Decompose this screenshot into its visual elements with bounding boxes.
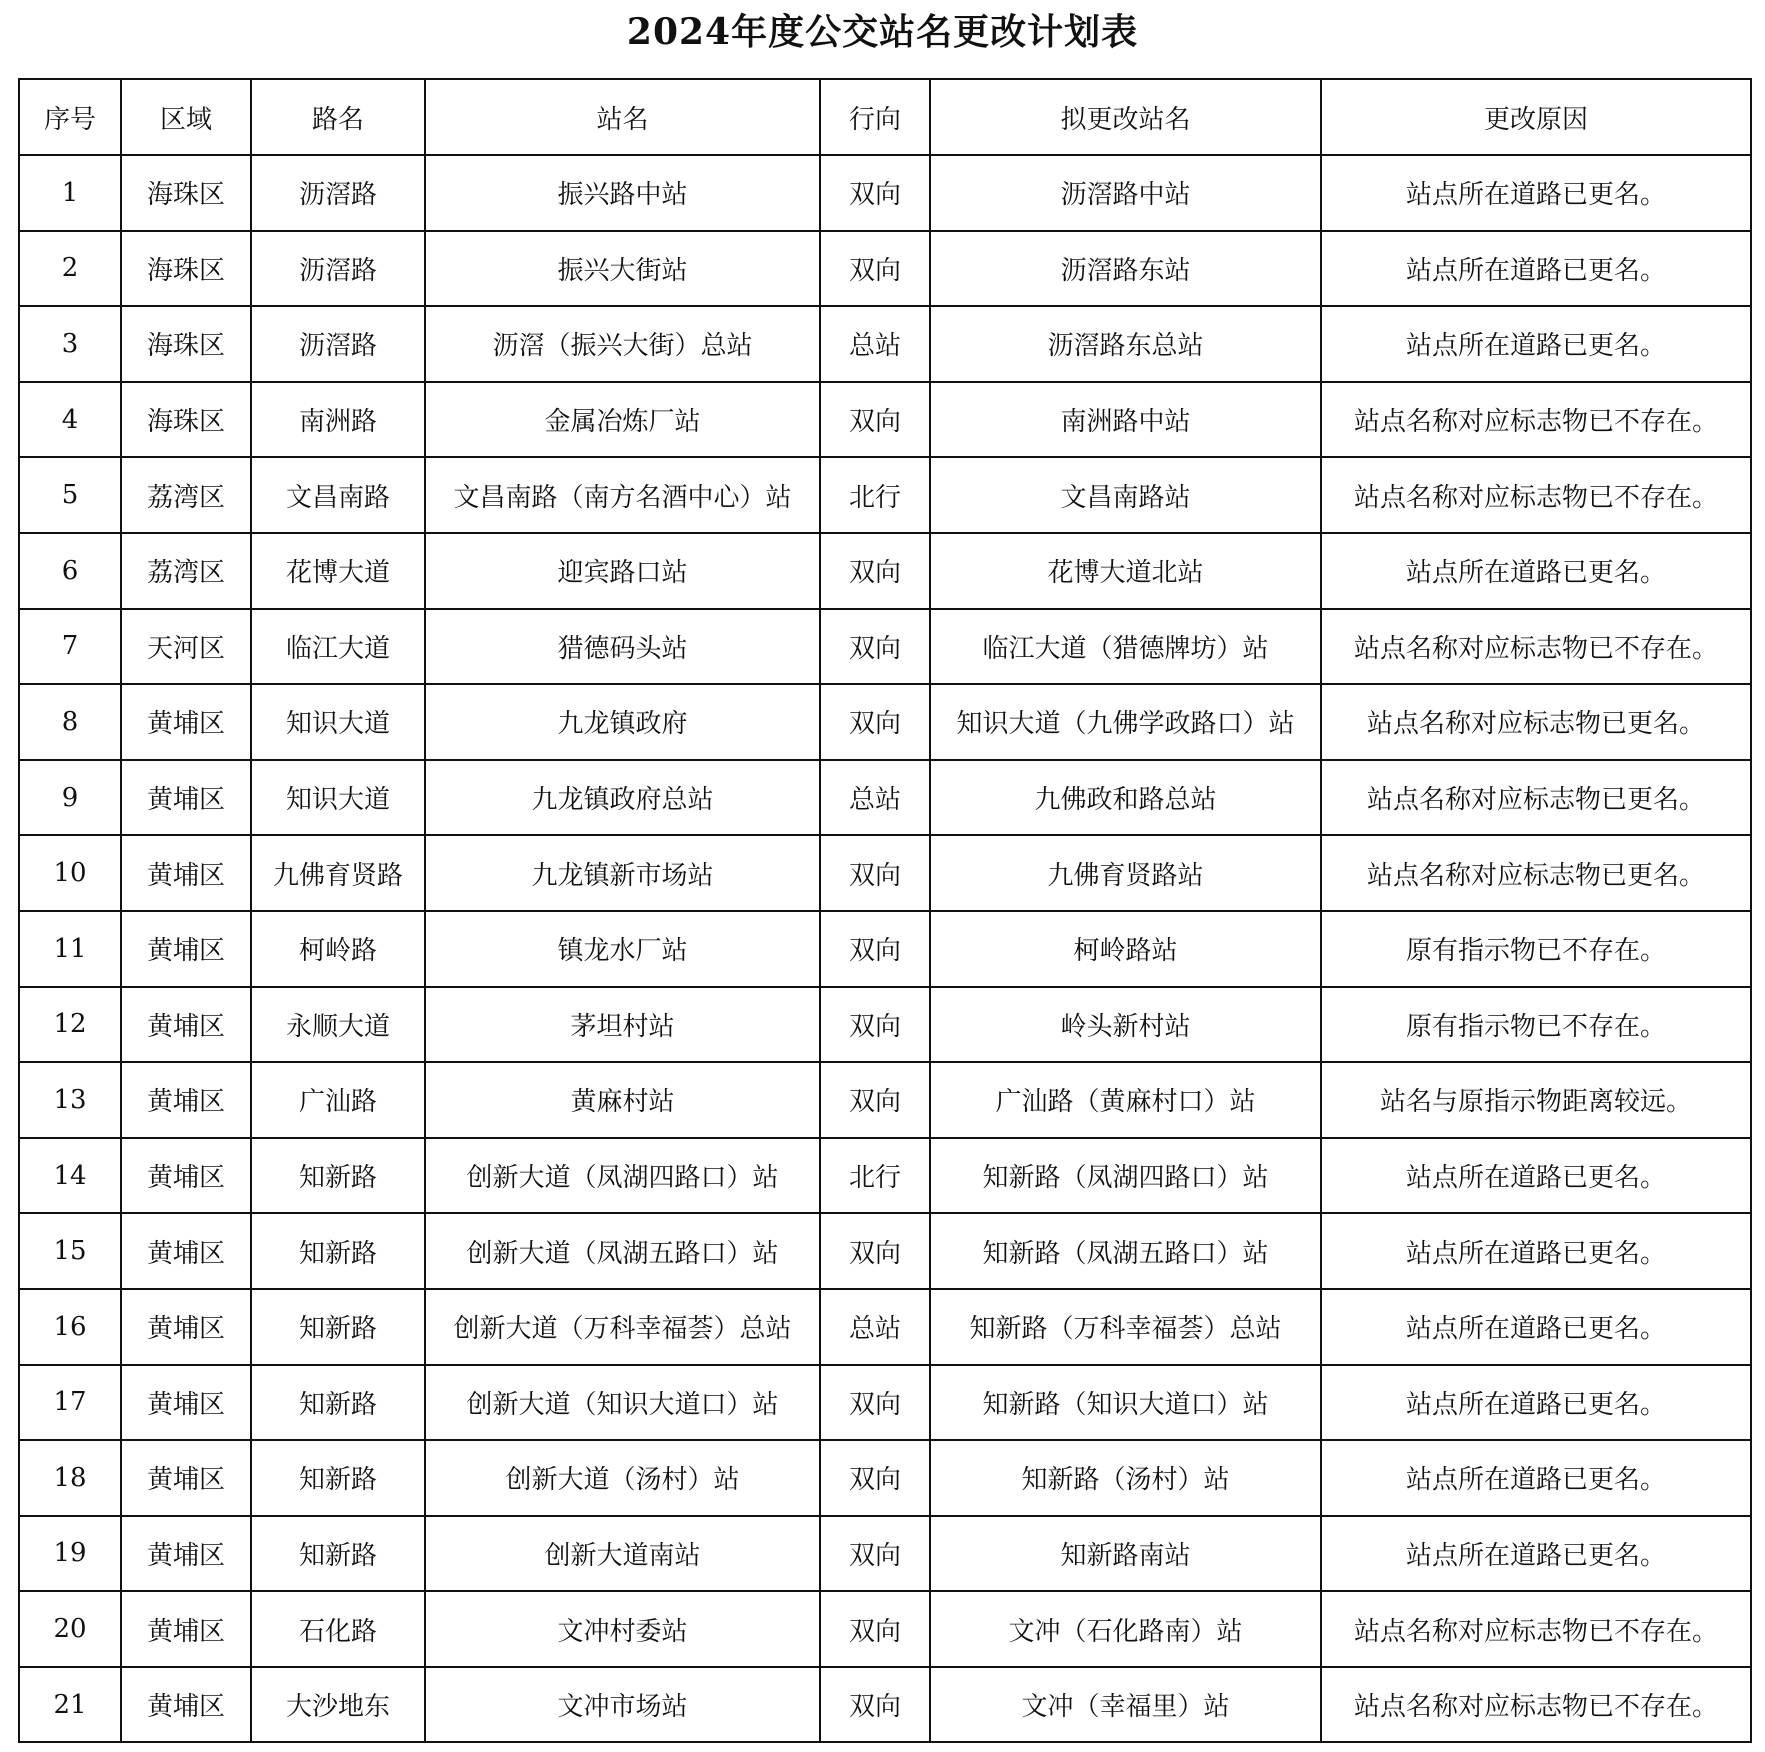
table-row: [19, 1138, 1751, 1214]
cell-district: 黄埔区: [121, 1667, 251, 1743]
cell-index: 14: [19, 1138, 121, 1214]
cell-index: 1: [19, 155, 121, 231]
cell-road: 广汕路: [251, 1062, 425, 1138]
cell-direction: 双向: [820, 609, 930, 685]
header-cell-station: 站名: [425, 79, 820, 155]
cell-road: 知识大道: [251, 684, 425, 760]
cell-reason: 站点所在道路已更名。: [1321, 1365, 1751, 1441]
cell-district: 黄埔区: [121, 835, 251, 911]
cell-direction: 双向: [820, 1516, 930, 1592]
cell-reason: 站点名称对应标志物已不存在。: [1321, 382, 1751, 458]
cell-road: 知新路: [251, 1289, 425, 1365]
cell-station: 金属冶炼厂站: [425, 382, 820, 458]
cell-index: 4: [19, 382, 121, 458]
cell-reason: 站点所在道路已更名。: [1321, 1289, 1751, 1365]
cell-new-name: 知新路（知识大道口）站: [930, 1365, 1321, 1441]
cell-road: 知新路: [251, 1516, 425, 1592]
cell-new-name: 南洲路中站: [930, 382, 1321, 458]
cell-index: 8: [19, 684, 121, 760]
cell-direction: 总站: [820, 1289, 930, 1365]
cell-road: 九佛育贤路: [251, 835, 425, 911]
cell-index: 21: [19, 1667, 121, 1743]
cell-road: 大沙地东: [251, 1667, 425, 1743]
table-row: [19, 1667, 1751, 1743]
cell-index: 19: [19, 1516, 121, 1592]
header-cell-road: 路名: [251, 79, 425, 155]
cell-district: 黄埔区: [121, 1138, 251, 1214]
table-row: [19, 609, 1751, 685]
cell-new-name: 知新路南站: [930, 1516, 1321, 1592]
cell-station: 创新大道（汤村）站: [425, 1440, 820, 1516]
cell-index: 10: [19, 835, 121, 911]
cell-direction: 双向: [820, 155, 930, 231]
cell-district: 黄埔区: [121, 684, 251, 760]
table-row: [19, 306, 1751, 382]
table-header-row: [19, 79, 1751, 155]
cell-district: 天河区: [121, 609, 251, 685]
cell-index: 7: [19, 609, 121, 685]
cell-road: 柯岭路: [251, 911, 425, 987]
cell-station: 创新大道（凤湖四路口）站: [425, 1138, 820, 1214]
cell-station: 猎德码头站: [425, 609, 820, 685]
table-row: [19, 1062, 1751, 1138]
table-body: [19, 155, 1751, 1742]
cell-direction: 双向: [820, 911, 930, 987]
cell-district: 海珠区: [121, 231, 251, 307]
cell-road: 石化路: [251, 1591, 425, 1667]
table-row: [19, 1365, 1751, 1441]
cell-reason: 站点所在道路已更名。: [1321, 155, 1751, 231]
cell-district: 荔湾区: [121, 457, 251, 533]
cell-district: 黄埔区: [121, 1289, 251, 1365]
cell-reason: 原有指示物已不存在。: [1321, 987, 1751, 1063]
cell-reason: 站点所在道路已更名。: [1321, 1440, 1751, 1516]
cell-road: 永顺大道: [251, 987, 425, 1063]
cell-direction: 双向: [820, 1062, 930, 1138]
cell-district: 黄埔区: [121, 1213, 251, 1289]
cell-station: 茅坦村站: [425, 987, 820, 1063]
cell-direction: 双向: [820, 1213, 930, 1289]
cell-road: 知新路: [251, 1440, 425, 1516]
cell-index: 6: [19, 533, 121, 609]
cell-new-name: 知识大道（九佛学政路口）站: [930, 684, 1321, 760]
cell-new-name: 柯岭路站: [930, 911, 1321, 987]
cell-reason: 原有指示物已不存在。: [1321, 911, 1751, 987]
cell-reason: 站点名称对应标志物已不存在。: [1321, 1591, 1751, 1667]
cell-direction: 双向: [820, 231, 930, 307]
cell-district: 海珠区: [121, 306, 251, 382]
cell-road: 南洲路: [251, 382, 425, 458]
cell-direction: 总站: [820, 760, 930, 836]
cell-reason: 站点所在道路已更名。: [1321, 231, 1751, 307]
cell-road: 知新路: [251, 1365, 425, 1441]
cell-station: 创新大道（凤湖五路口）站: [425, 1213, 820, 1289]
cell-station: 九龙镇新市场站: [425, 835, 820, 911]
cell-index: 20: [19, 1591, 121, 1667]
cell-reason: 站名与原指示物距离较远。: [1321, 1062, 1751, 1138]
cell-index: 12: [19, 987, 121, 1063]
header-cell-index: 序号: [19, 79, 121, 155]
table-row: [19, 1440, 1751, 1516]
table-row: [19, 684, 1751, 760]
cell-direction: 双向: [820, 1365, 930, 1441]
cell-station: 文冲村委站: [425, 1591, 820, 1667]
table-row: [19, 155, 1751, 231]
table-row: [19, 1289, 1751, 1365]
cell-road: 沥滘路: [251, 155, 425, 231]
cell-station: 沥滘（振兴大街）总站: [425, 306, 820, 382]
cell-district: 黄埔区: [121, 1440, 251, 1516]
cell-new-name: 沥滘路东总站: [930, 306, 1321, 382]
cell-index: 16: [19, 1289, 121, 1365]
cell-direction: 总站: [820, 306, 930, 382]
cell-road: 文昌南路: [251, 457, 425, 533]
cell-district: 黄埔区: [121, 1516, 251, 1592]
cell-index: 2: [19, 231, 121, 307]
cell-new-name: 岭头新村站: [930, 987, 1321, 1063]
table-row: [19, 231, 1751, 307]
cell-road: 知新路: [251, 1213, 425, 1289]
cell-station: 文昌南路（南方名酒中心）站: [425, 457, 820, 533]
cell-direction: 双向: [820, 1591, 930, 1667]
cell-direction: 双向: [820, 382, 930, 458]
cell-new-name: 沥滘路东站: [930, 231, 1321, 307]
cell-direction: 北行: [820, 457, 930, 533]
cell-reason: 站点名称对应标志物已不存在。: [1321, 457, 1751, 533]
cell-reason: 站点名称对应标志物已不存在。: [1321, 1667, 1751, 1743]
cell-new-name: 知新路（凤湖四路口）站: [930, 1138, 1321, 1214]
cell-station: 文冲市场站: [425, 1667, 820, 1743]
cell-index: 18: [19, 1440, 121, 1516]
station-rename-table: [18, 78, 1752, 1743]
cell-reason: 站点所在道路已更名。: [1321, 1138, 1751, 1214]
cell-new-name: 文昌南路站: [930, 457, 1321, 533]
cell-road: 花博大道: [251, 533, 425, 609]
cell-index: 9: [19, 760, 121, 836]
cell-reason: 站点名称对应标志物已更名。: [1321, 835, 1751, 911]
cell-new-name: 九佛政和路总站: [930, 760, 1321, 836]
table-row: [19, 457, 1751, 533]
cell-district: 海珠区: [121, 155, 251, 231]
cell-reason: 站点名称对应标志物已不存在。: [1321, 609, 1751, 685]
table-row: [19, 1516, 1751, 1592]
table-row: [19, 382, 1751, 458]
table-row: [19, 760, 1751, 836]
cell-station: 黄麻村站: [425, 1062, 820, 1138]
cell-new-name: 沥滘路中站: [930, 155, 1321, 231]
cell-new-name: 花博大道北站: [930, 533, 1321, 609]
cell-direction: 双向: [820, 533, 930, 609]
cell-road: 沥滘路: [251, 306, 425, 382]
cell-station: 振兴路中站: [425, 155, 820, 231]
cell-station: 镇龙水厂站: [425, 911, 820, 987]
cell-direction: 双向: [820, 835, 930, 911]
cell-direction: 北行: [820, 1138, 930, 1214]
cell-new-name: 九佛育贤路站: [930, 835, 1321, 911]
cell-index: 5: [19, 457, 121, 533]
cell-index: 3: [19, 306, 121, 382]
table-row: [19, 911, 1751, 987]
cell-station: 创新大道（知识大道口）站: [425, 1365, 820, 1441]
cell-station: 迎宾路口站: [425, 533, 820, 609]
cell-new-name: 知新路（凤湖五路口）站: [930, 1213, 1321, 1289]
cell-reason: 站点所在道路已更名。: [1321, 533, 1751, 609]
cell-road: 沥滘路: [251, 231, 425, 307]
cell-district: 黄埔区: [121, 987, 251, 1063]
cell-road: 知识大道: [251, 760, 425, 836]
cell-district: 黄埔区: [121, 1591, 251, 1667]
cell-station: 创新大道南站: [425, 1516, 820, 1592]
cell-district: 荔湾区: [121, 533, 251, 609]
header-cell-district: 区域: [121, 79, 251, 155]
cell-new-name: 文冲（幸福里）站: [930, 1667, 1321, 1743]
cell-new-name: 临江大道（猎德牌坊）站: [930, 609, 1321, 685]
cell-station: 振兴大街站: [425, 231, 820, 307]
table-row: [19, 987, 1751, 1063]
cell-index: 13: [19, 1062, 121, 1138]
cell-index: 17: [19, 1365, 121, 1441]
header-cell-new-name: 拟更改站名: [930, 79, 1321, 155]
cell-road: 知新路: [251, 1138, 425, 1214]
page-title: 2024年度公交站名更改计划表: [626, 11, 1139, 53]
cell-index: 11: [19, 911, 121, 987]
cell-reason: 站点所在道路已更名。: [1321, 306, 1751, 382]
cell-district: 黄埔区: [121, 760, 251, 836]
cell-direction: 双向: [820, 987, 930, 1063]
cell-new-name: 广汕路（黄麻村口）站: [930, 1062, 1321, 1138]
cell-station: 九龙镇政府: [425, 684, 820, 760]
cell-new-name: 知新路（汤村）站: [930, 1440, 1321, 1516]
table-row: [19, 835, 1751, 911]
cell-district: 黄埔区: [121, 1365, 251, 1441]
table-row: [19, 1213, 1751, 1289]
cell-reason: 站点名称对应标志物已更名。: [1321, 684, 1751, 760]
cell-direction: 双向: [820, 684, 930, 760]
cell-reason: 站点名称对应标志物已更名。: [1321, 760, 1751, 836]
cell-direction: 双向: [820, 1667, 930, 1743]
table-row: [19, 1591, 1751, 1667]
cell-index: 15: [19, 1213, 121, 1289]
cell-direction: 双向: [820, 1440, 930, 1516]
cell-new-name: 知新路（万科幸福荟）总站: [930, 1289, 1321, 1365]
table-row: [19, 533, 1751, 609]
cell-road: 临江大道: [251, 609, 425, 685]
cell-station: 创新大道（万科幸福荟）总站: [425, 1289, 820, 1365]
cell-reason: 站点所在道路已更名。: [1321, 1516, 1751, 1592]
cell-reason: 站点所在道路已更名。: [1321, 1213, 1751, 1289]
header-cell-direction: 行向: [820, 79, 930, 155]
cell-district: 海珠区: [121, 382, 251, 458]
cell-district: 黄埔区: [121, 1062, 251, 1138]
cell-station: 九龙镇政府总站: [425, 760, 820, 836]
cell-district: 黄埔区: [121, 911, 251, 987]
header-cell-reason: 更改原因: [1321, 79, 1751, 155]
cell-new-name: 文冲（石化路南）站: [930, 1591, 1321, 1667]
